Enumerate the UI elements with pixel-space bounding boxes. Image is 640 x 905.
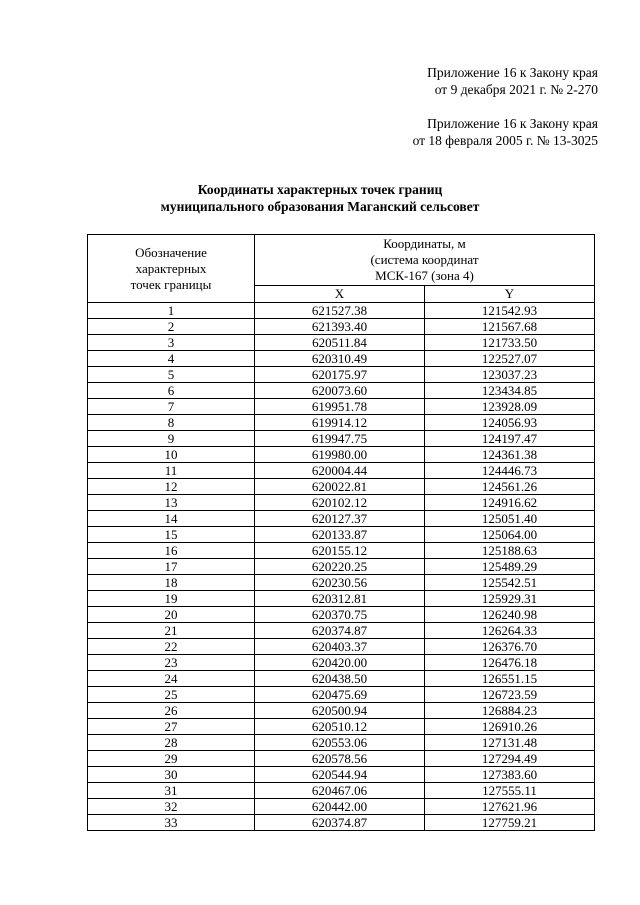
y-coordinate-cell: 126240.98 — [425, 607, 595, 623]
y-coordinate-cell: 127759.21 — [425, 815, 595, 831]
x-coordinate-cell: 620230.56 — [255, 575, 425, 591]
point-number-cell: 27 — [88, 719, 255, 735]
y-coordinate-cell: 126376.70 — [425, 639, 595, 655]
point-number-cell: 6 — [88, 383, 255, 399]
x-coordinate-cell: 620310.49 — [255, 351, 425, 367]
x-coordinate-cell: 620467.06 — [255, 783, 425, 799]
point-number-cell: 8 — [88, 415, 255, 431]
table-row — [88, 335, 595, 351]
point-number-cell: 30 — [88, 767, 255, 783]
table-row — [88, 367, 595, 383]
y-coordinate-cell: 127621.96 — [425, 799, 595, 815]
table-row — [88, 511, 595, 527]
x-coordinate-cell: 620475.69 — [255, 687, 425, 703]
y-coordinate-cell: 127555.11 — [425, 783, 595, 799]
y-coordinate-cell: 126551.15 — [425, 671, 595, 687]
point-number-cell: 25 — [88, 687, 255, 703]
header-text: Обозначение — [135, 244, 207, 260]
header-y: Y — [425, 286, 595, 303]
point-number-cell: 23 — [88, 655, 255, 671]
x-coordinate-cell: 620127.37 — [255, 511, 425, 527]
y-coordinate-cell: 125489.29 — [425, 559, 595, 575]
x-coordinate-cell: 620073.60 — [255, 383, 425, 399]
law-date-line: от 9 декабря 2021 г. № 2-270 — [434, 82, 598, 97]
point-number-cell: 31 — [88, 783, 255, 799]
point-number-cell: 21 — [88, 623, 255, 639]
table-row — [88, 383, 595, 399]
point-number-cell: 12 — [88, 479, 255, 495]
table-row — [88, 607, 595, 623]
point-number-cell: 24 — [88, 671, 255, 687]
table-row — [88, 799, 595, 815]
y-coordinate-cell: 125929.31 — [425, 591, 595, 607]
y-coordinate-cell: 123037.23 — [425, 367, 595, 383]
x-coordinate-cell: 620133.87 — [255, 527, 425, 543]
table-row — [88, 735, 595, 751]
x-coordinate-cell: 620155.12 — [255, 543, 425, 559]
table-row — [88, 447, 595, 463]
y-coordinate-cell: 124446.73 — [425, 463, 595, 479]
x-coordinate-cell: 620220.25 — [255, 559, 425, 575]
table-row — [88, 767, 595, 783]
appendix-line: Приложение 16 к Закону края — [427, 65, 598, 80]
y-coordinate-cell: 126910.26 — [425, 719, 595, 735]
y-coordinate-cell: 121542.93 — [425, 303, 595, 319]
point-number-cell: 16 — [88, 543, 255, 559]
header-text: МСК-167 (зона 4) — [375, 268, 474, 283]
point-number-cell: 4 — [88, 351, 255, 367]
x-coordinate-cell: 620510.12 — [255, 719, 425, 735]
table-body — [88, 303, 595, 831]
header-x: X — [255, 286, 425, 303]
point-number-cell: 10 — [88, 447, 255, 463]
y-coordinate-cell: 124361.38 — [425, 447, 595, 463]
point-number-cell: 13 — [88, 495, 255, 511]
law-date-line: от 18 февраля 2005 г. № 13-3025 — [412, 133, 598, 148]
point-number-cell: 1 — [88, 303, 255, 319]
x-coordinate-cell: 620175.97 — [255, 367, 425, 383]
point-number-cell: 32 — [88, 799, 255, 815]
point-number-cell: 17 — [88, 559, 255, 575]
x-coordinate-cell: 619951.78 — [255, 399, 425, 415]
x-coordinate-cell: 620374.87 — [255, 815, 425, 831]
table-row — [88, 543, 595, 559]
y-coordinate-cell: 124561.26 — [425, 479, 595, 495]
y-coordinate-cell: 127131.48 — [425, 735, 595, 751]
header-coordinates — [255, 235, 595, 286]
x-coordinate-cell: 619947.75 — [255, 431, 425, 447]
y-coordinate-cell: 121567.68 — [425, 319, 595, 335]
x-coordinate-cell: 620553.06 — [255, 735, 425, 751]
header-text: Координаты, м — [383, 236, 466, 251]
point-number-cell: 5 — [88, 367, 255, 383]
point-number-cell: 22 — [88, 639, 255, 655]
table-row — [88, 319, 595, 335]
table-row — [88, 719, 595, 735]
y-coordinate-cell: 123434.85 — [425, 383, 595, 399]
table-row — [88, 815, 595, 831]
y-coordinate-cell: 126264.33 — [425, 623, 595, 639]
x-coordinate-cell: 620004.44 — [255, 463, 425, 479]
y-coordinate-cell: 123928.09 — [425, 399, 595, 415]
point-number-cell: 11 — [88, 463, 255, 479]
x-coordinate-cell: 619980.00 — [255, 447, 425, 463]
point-number-cell: 33 — [88, 815, 255, 831]
table-row — [88, 751, 595, 767]
header-point-designation — [88, 235, 255, 303]
table-row — [88, 671, 595, 687]
table-row — [88, 527, 595, 543]
title-line-1: Координаты характерных точек границ — [197, 182, 443, 197]
table-row — [88, 687, 595, 703]
point-number-cell: 18 — [88, 575, 255, 591]
table-row — [88, 783, 595, 799]
coordinates-table — [87, 234, 595, 831]
y-coordinate-cell: 125051.40 — [425, 511, 595, 527]
y-coordinate-cell: 121733.50 — [425, 335, 595, 351]
table-row — [88, 623, 595, 639]
x-coordinate-cell: 621527.38 — [255, 303, 425, 319]
y-coordinate-cell: 127294.49 — [425, 751, 595, 767]
table-row — [88, 591, 595, 607]
y-coordinate-cell: 125188.63 — [425, 543, 595, 559]
y-coordinate-cell: 124916.62 — [425, 495, 595, 511]
x-coordinate-cell: 620022.81 — [255, 479, 425, 495]
y-coordinate-cell: 125542.51 — [425, 575, 595, 591]
point-number-cell: 20 — [88, 607, 255, 623]
x-coordinate-cell: 619914.12 — [255, 415, 425, 431]
x-coordinate-cell: 620102.12 — [255, 495, 425, 511]
x-coordinate-cell: 620544.94 — [255, 767, 425, 783]
y-coordinate-cell: 122527.07 — [425, 351, 595, 367]
x-coordinate-cell: 620420.00 — [255, 655, 425, 671]
point-number-cell: 29 — [88, 751, 255, 767]
title-line-2: муниципального образования Маганский сельсовет — [160, 199, 480, 214]
table-row — [88, 303, 595, 319]
x-coordinate-cell: 620500.94 — [255, 703, 425, 719]
y-coordinate-cell: 126476.18 — [425, 655, 595, 671]
table-row — [88, 703, 595, 719]
point-number-cell: 2 — [88, 319, 255, 335]
point-number-cell: 26 — [88, 703, 255, 719]
y-coordinate-cell: 126723.59 — [425, 687, 595, 703]
y-coordinate-cell: 126884.23 — [425, 703, 595, 719]
point-number-cell: 9 — [88, 431, 255, 447]
x-coordinate-cell: 620511.84 — [255, 335, 425, 351]
table-row — [88, 639, 595, 655]
header-text: точек границы — [130, 276, 212, 292]
point-number-cell: 3 — [88, 335, 255, 351]
header-text: (система координат — [370, 252, 479, 267]
table-row — [88, 415, 595, 431]
table-row — [88, 431, 595, 447]
x-coordinate-cell: 620370.75 — [255, 607, 425, 623]
point-number-cell: 14 — [88, 511, 255, 527]
x-coordinate-cell: 620374.87 — [255, 623, 425, 639]
x-coordinate-cell: 621393.40 — [255, 319, 425, 335]
point-number-cell: 15 — [88, 527, 255, 543]
x-coordinate-cell: 620442.00 — [255, 799, 425, 815]
x-coordinate-cell: 620403.37 — [255, 639, 425, 655]
point-number-cell: 19 — [88, 591, 255, 607]
table-row — [88, 559, 595, 575]
y-coordinate-cell: 124197.47 — [425, 431, 595, 447]
point-number-cell: 28 — [88, 735, 255, 751]
table-row — [88, 479, 595, 495]
table-row — [88, 351, 595, 367]
table-row — [88, 399, 595, 415]
x-coordinate-cell: 620312.81 — [255, 591, 425, 607]
x-coordinate-cell: 620438.50 — [255, 671, 425, 687]
table-row — [88, 655, 595, 671]
point-number-cell: 7 — [88, 399, 255, 415]
header-text: характерных — [135, 260, 207, 276]
appendix-reference-original — [413, 115, 598, 149]
appendix-reference-current — [427, 64, 598, 98]
y-coordinate-cell: 127383.60 — [425, 767, 595, 783]
appendix-line: Приложение 16 к Закону края — [427, 116, 598, 131]
table-row — [88, 575, 595, 591]
y-coordinate-cell: 125064.00 — [425, 527, 595, 543]
document-title — [0, 181, 640, 215]
table-row — [88, 495, 595, 511]
x-coordinate-cell: 620578.56 — [255, 751, 425, 767]
y-coordinate-cell: 124056.93 — [425, 415, 595, 431]
table-row — [88, 463, 595, 479]
